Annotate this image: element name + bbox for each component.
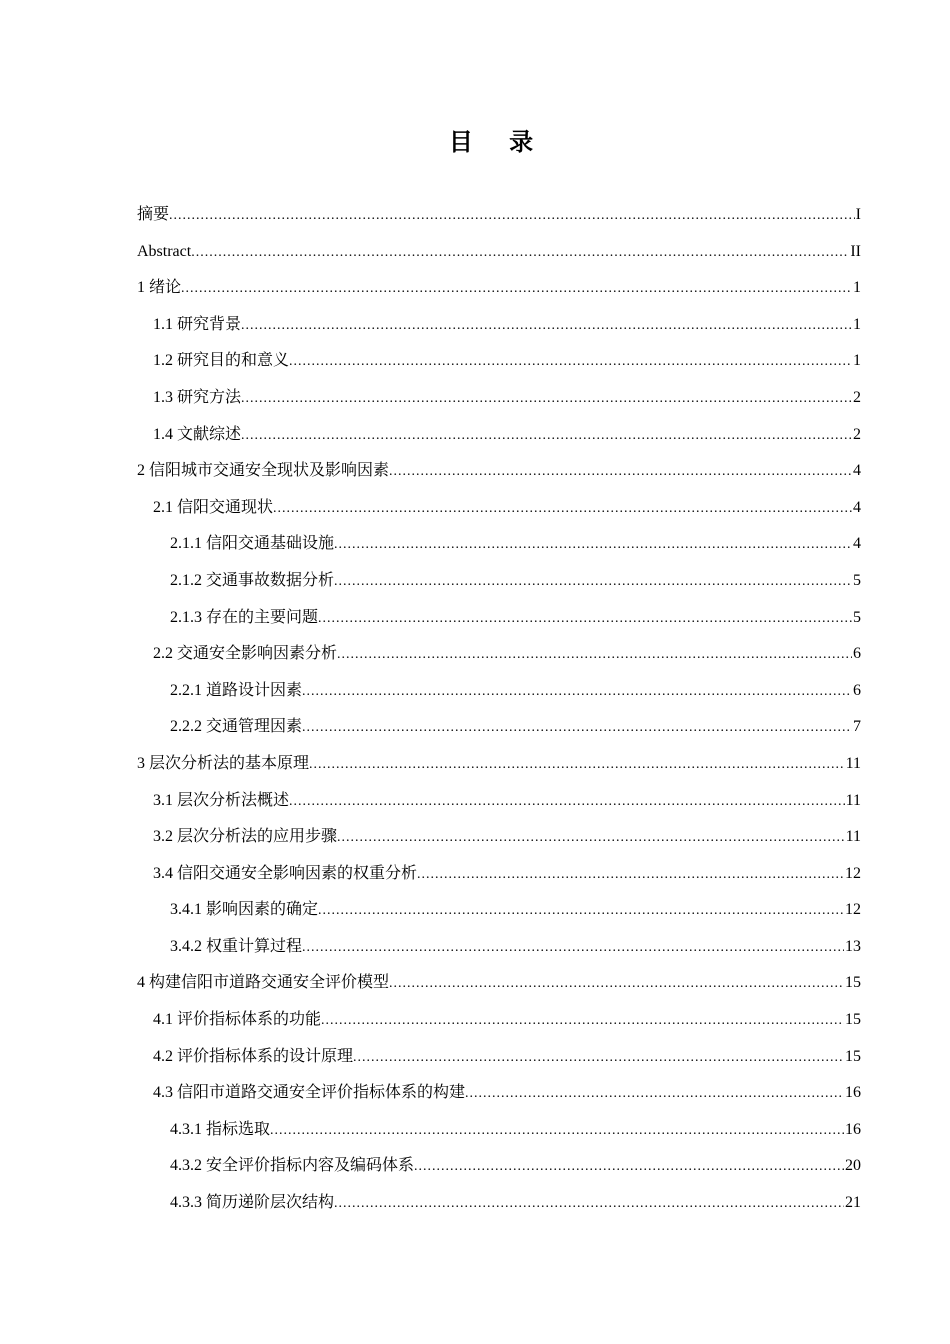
toc-page-number: 5 <box>853 608 861 626</box>
toc-entry-title: 2 信阳城市交通安全现状及影响因素 <box>137 462 390 480</box>
toc-entry[interactable] <box>137 746 861 783</box>
toc-entry-title: 2.1 信阳交通现状 <box>153 498 274 516</box>
toc-entry-title: 2.1.3 存在的主要问题 <box>170 608 319 626</box>
toc-entry[interactable] <box>137 417 861 454</box>
toc-entry[interactable] <box>137 1075 861 1112</box>
toc-list <box>137 197 861 1222</box>
toc-page-number: 4 <box>853 498 861 516</box>
toc-page-number: 16 <box>845 1084 861 1102</box>
toc-page-number: 1 <box>853 279 861 297</box>
toc-entry-title: 2.1.1 信阳交通基础设施 <box>170 535 335 553</box>
toc-entry-title: 1.3 研究方法 <box>153 388 242 406</box>
toc-page-number: 2 <box>853 388 861 406</box>
toc-entry[interactable] <box>137 490 861 527</box>
toc-page-number: 5 <box>853 571 861 589</box>
toc-entry-title: 4.3 信阳市道路交通安全评价指标体系的构建 <box>153 1084 466 1102</box>
toc-page-number: I <box>855 206 861 223</box>
toc-entry[interactable] <box>137 197 861 234</box>
toc-dot-leader <box>270 1113 844 1150</box>
toc-entry[interactable] <box>137 307 861 344</box>
toc-entry-title: 1.4 文献综述 <box>153 425 242 443</box>
toc-dot-leader <box>334 527 852 564</box>
toc-page-number: 20 <box>845 1157 861 1175</box>
toc-entry[interactable] <box>137 600 861 637</box>
toc-dot-leader <box>318 601 852 638</box>
toc-entry[interactable] <box>137 343 861 380</box>
toc-entry[interactable] <box>137 856 861 893</box>
toc-entry[interactable] <box>137 965 861 1002</box>
toc-entry[interactable] <box>137 270 861 307</box>
toc-dot-leader <box>169 198 855 235</box>
toc-title: 目 录 <box>448 128 548 156</box>
toc-entry-title: 2.2.2 交通管理因素 <box>170 718 303 736</box>
toc-entry[interactable] <box>137 1112 861 1149</box>
toc-entry-title: 4.3.2 安全评价指标内容及编码体系 <box>170 1157 415 1175</box>
toc-page-number: 6 <box>853 681 861 699</box>
toc-entry-title: 3.4 信阳交通安全影响因素的权重分析 <box>153 864 418 882</box>
toc-page-number: 12 <box>845 901 861 919</box>
toc-page-number: 4 <box>853 462 861 480</box>
toc-entry-title: Abstract <box>137 242 192 260</box>
toc-entry-title: 1.2 研究目的和意义 <box>153 352 290 370</box>
toc-page-number: 16 <box>845 1120 861 1138</box>
toc-dot-leader <box>289 344 852 381</box>
toc-dot-leader <box>191 235 849 272</box>
toc-entry-title: 4 构建信阳市道路交通安全评价模型 <box>137 974 390 992</box>
toc-page-number: 21 <box>845 1194 861 1212</box>
toc-dot-leader <box>337 820 845 857</box>
toc-entry-title: 4.2 评价指标体系的设计原理 <box>153 1047 354 1065</box>
toc-dot-leader <box>241 418 852 455</box>
toc-entry-title: 2.1.2 交通事故数据分析 <box>170 571 335 589</box>
toc-entry[interactable] <box>137 1039 861 1076</box>
toc-entry-title: 摘要 <box>137 206 170 223</box>
toc-entry[interactable] <box>137 1148 861 1185</box>
toc-dot-leader <box>241 381 852 418</box>
toc-dot-leader <box>302 930 844 967</box>
toc-page-number: 7 <box>853 718 861 736</box>
toc-dot-leader <box>389 966 844 1003</box>
toc-dot-leader <box>389 454 852 491</box>
toc-dot-leader <box>289 784 845 821</box>
toc-page-number: 13 <box>845 937 861 955</box>
toc-dot-leader <box>334 564 852 601</box>
toc-entry[interactable] <box>137 783 861 820</box>
toc-entry[interactable] <box>137 636 861 673</box>
toc-entry[interactable] <box>137 380 861 417</box>
toc-entry[interactable] <box>137 929 861 966</box>
toc-dot-leader <box>273 491 852 528</box>
toc-page-number: 6 <box>853 645 861 663</box>
toc-entry-title: 3.4.1 影响因素的确定 <box>170 901 319 919</box>
toc-dot-leader <box>334 1186 844 1223</box>
toc-entry-title: 4.1 评价指标体系的功能 <box>153 1011 322 1029</box>
toc-entry[interactable] <box>137 234 861 271</box>
toc-page-number: 11 <box>845 791 861 809</box>
toc-dot-leader <box>181 271 852 308</box>
toc-entry[interactable] <box>137 819 861 856</box>
toc-dot-leader <box>321 1003 844 1040</box>
toc-entry[interactable] <box>137 673 861 710</box>
toc-page-number: 11 <box>845 828 861 846</box>
toc-entry[interactable] <box>137 526 861 563</box>
toc-dot-leader <box>302 710 852 747</box>
toc-entry[interactable] <box>137 563 861 600</box>
toc-entry[interactable] <box>137 892 861 929</box>
toc-dot-leader <box>309 747 845 784</box>
toc-entry-title: 2.2.1 道路设计因素 <box>170 681 303 699</box>
toc-dot-leader <box>414 1149 844 1186</box>
toc-entry-title: 3.2 层次分析法的应用步骤 <box>153 828 338 846</box>
toc-entry-title: 3.1 层次分析法概述 <box>153 791 290 809</box>
toc-entry[interactable] <box>137 709 861 746</box>
toc-entry-title: 2.2 交通安全影响因素分析 <box>153 645 338 663</box>
toc-page-number: 15 <box>845 974 861 992</box>
toc-page-number: 2 <box>853 425 861 443</box>
toc-dot-leader <box>337 637 852 674</box>
toc-entry-title: 4.3.3 简历递阶层次结构 <box>170 1194 335 1212</box>
toc-dot-leader <box>302 674 852 711</box>
toc-page-number: 15 <box>845 1047 861 1065</box>
toc-dot-leader <box>318 893 844 930</box>
toc-entry[interactable] <box>137 453 861 490</box>
toc-dot-leader <box>417 857 844 894</box>
toc-dot-leader <box>241 308 852 345</box>
toc-entry-title: 3 层次分析法的基本原理 <box>137 754 310 772</box>
toc-dot-leader <box>465 1076 844 1113</box>
toc-dot-leader <box>353 1040 844 1077</box>
toc-page-number: 1 <box>853 315 861 333</box>
toc-page-number: 4 <box>853 535 861 553</box>
toc-page-number: 15 <box>845 1011 861 1029</box>
toc-entry[interactable] <box>137 1002 861 1039</box>
toc-page-number: 11 <box>845 754 861 772</box>
toc-page-number: 1 <box>853 352 861 370</box>
toc-entry-title: 1 绪论 <box>137 279 182 297</box>
toc-entry-title: 4.3.1 指标选取 <box>170 1120 271 1138</box>
toc-entry[interactable] <box>137 1185 861 1222</box>
toc-entry-title: 1.1 研究背景 <box>153 315 242 333</box>
toc-page-number: II <box>850 242 861 260</box>
toc-page-number: 12 <box>845 864 861 882</box>
toc-entry-title: 3.4.2 权重计算过程 <box>170 937 303 955</box>
